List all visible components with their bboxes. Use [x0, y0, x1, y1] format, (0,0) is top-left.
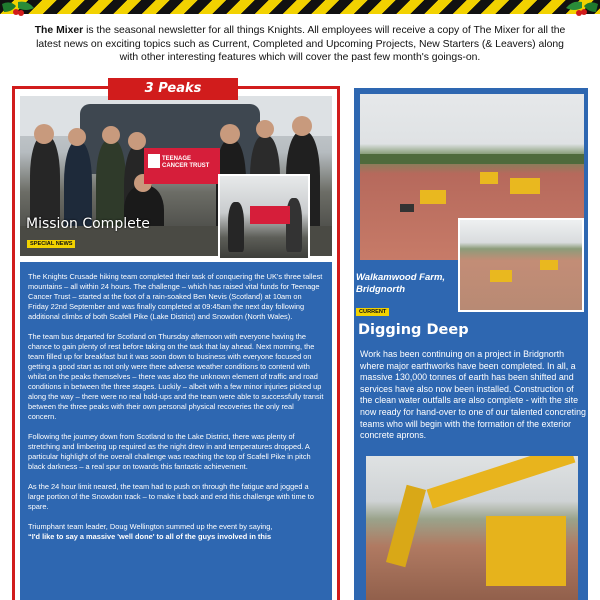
photo-treeline	[360, 154, 584, 164]
article-heading: Digging Deep	[358, 322, 469, 338]
photo-caption: Walkamwood Farm, Bridgnorth	[356, 272, 446, 295]
photo-head	[220, 124, 240, 144]
current-tag: CURRENT	[356, 308, 389, 316]
photo-title: Mission Complete	[26, 216, 150, 232]
excavator-boom	[427, 456, 576, 509]
article-quote: “I'd like to say a massive 'well done' to all of the guys involved in this	[28, 532, 272, 541]
excavator-cab	[486, 516, 566, 586]
special-news-tag: SPECIAL NEWS	[27, 240, 75, 248]
intro-text: is the seasonal newsletter for all things Knights. All employees will receive a copy of The Mixer for all the latest news on exciting topics such as Current, Completed and Upcoming Projects, New Starters (& Leavers) along with other interesting features which will cover the past few month's goings-on.	[36, 25, 566, 64]
excavator-photo	[366, 456, 578, 600]
article-paragraph: Following the journey down from Scotland to the Lake District, there was plenty of stretching and limbering up required as the night drew in and temperatures dropped. A particular highlight of the overall challenge was reaching the top of Scafell Pike in pitch black darkness – a real spur on towards this fantastic achievement.	[28, 432, 311, 471]
right-article-body: Work has been continuing on a project in Bridgnorth where major earthworks have been completed. In all, a massive 130,000 tonnes of earth has been shifted and services have also now been installed. Construction of the clean water outfalls are also complete - with the site now ready for hand-over to one of our talented concreting teams who will begin with the formation of the exterior concrete aprons.	[360, 349, 586, 441]
photo-machine	[480, 172, 498, 184]
photo-machine	[490, 270, 512, 282]
summit-photo	[218, 174, 310, 260]
photo-head	[292, 116, 312, 136]
article-paragraph: The team bus departed for Scotland on Thursday afternoon with everyone having the chance to gain plenty of rest before taking on the task that lay ahead. Next morning, the team filled up for breakfast but it was soon down to business with everyone focused on getting a good start as not only were there adverse weather conditions to contend with whilst on the peaks themselves – there was also the unknown element of traffic and road conditions in between the three stages. Luckily – albeit with a few minor injuries picked up along the way – there were no real hold-ups and the team were able to successfully transit between the three peaks with their own personal physical recoveries the only real concern.	[28, 332, 324, 421]
intro-paragraph	[28, 24, 572, 65]
holly-left-icon	[0, 0, 40, 22]
section-tab-3-peaks: 3 Peaks	[108, 78, 238, 100]
site-photo	[458, 218, 584, 312]
article-paragraph: Triumphant team leader, Doug Wellington summed up the event by saying,	[28, 522, 273, 531]
photo-person	[228, 202, 244, 252]
charity-logo-icon	[148, 154, 160, 168]
left-article-body	[20, 262, 332, 600]
article-paragraph: As the 24 hour limit neared, the team had to push on through the fatigue and jogged a large portion of the Snowdon track – to make it back and end this challenge with time to spare.	[28, 482, 314, 511]
photo-machine	[510, 178, 540, 194]
charity-banner-text: TEENAGE CANCER TRUST	[162, 156, 210, 169]
photo-head	[34, 124, 54, 144]
hazard-stripe-bar	[0, 0, 600, 14]
article-paragraph: The Knights Crusade hiking team completed their task of conquering the UK's three tallest mountains – all within 24 hours. The challenge – which has raised vital funds for Teenage Cancer Trust – started at the foot of a rain-soaked Ben Nevis (Scotland) at 10am on Friday 22nd September and was finally completed at 09:45am the next day following additional climbs of both Scafell Pike (Lake District) and Snowdon (North Wales).	[28, 272, 323, 321]
charity-banner	[144, 148, 220, 184]
photo-machine	[540, 260, 558, 270]
summit-banner	[250, 206, 290, 224]
photo-head	[256, 120, 274, 138]
holly-right-icon	[560, 0, 600, 22]
photo-machine	[420, 190, 446, 204]
photo-head	[68, 128, 86, 146]
excavator-arm	[386, 485, 426, 567]
photo-machine	[400, 204, 414, 212]
photo-head	[102, 126, 120, 144]
intro-brand: The Mixer	[34, 25, 84, 36]
